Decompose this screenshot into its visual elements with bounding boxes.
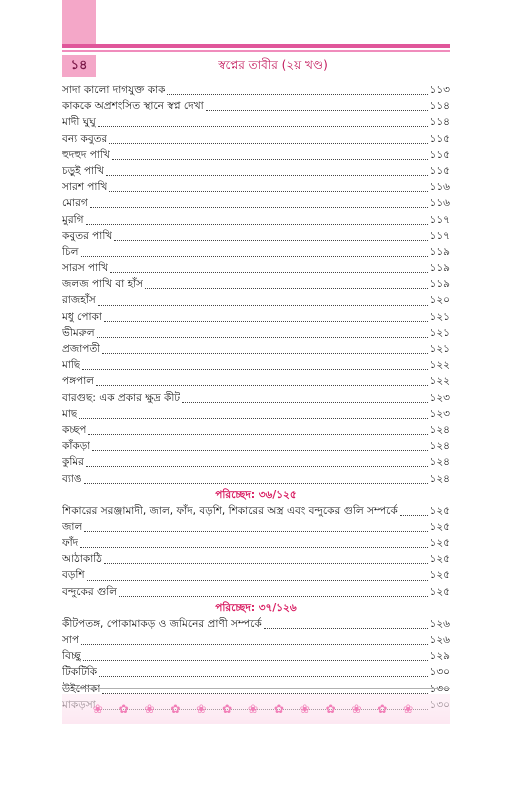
toc-entry-page: ১২১ (429, 326, 450, 339)
toc-entry-title: বন্য কবুতর (62, 132, 108, 145)
dot-leader (182, 399, 427, 403)
dot-leader (88, 431, 427, 435)
header-rule (62, 44, 450, 48)
dot-leader (96, 382, 427, 386)
toc-entry-page: ১২২ (429, 359, 450, 372)
toc-entry (62, 471, 450, 487)
toc-entry-title: শিকারের সরঞ্জামাদী, জাল, ফাঁদ, বড়শি, শিকারের অস্ত্র এবং বন্দুকের গুলি সম্পর্কে (62, 504, 398, 517)
toc-entry-title: সাদা কালো দাগযুক্ত কাক (62, 84, 166, 96)
toc-entry-page: ১২৩ (429, 407, 450, 420)
toc-entry-title: কচ্ছপ (62, 423, 87, 436)
dot-leader (110, 269, 427, 273)
toc-entry-title: মাছ (62, 407, 78, 420)
dot-leader (86, 221, 428, 225)
footer-ornament-border (62, 698, 450, 720)
dot-leader (90, 204, 428, 208)
toc-entry-title: চড়ুই পাখি (62, 164, 105, 177)
toc-entry-page: ১১৫ (429, 148, 450, 161)
toc-entry-page: ১১৯ (429, 278, 450, 291)
toc-entry-title: মধু পোকা (62, 310, 102, 323)
dot-leader (98, 302, 428, 306)
toc-entry-title: টিকটিকি (62, 666, 98, 679)
toc-entry (62, 454, 450, 470)
toc-entry (62, 212, 450, 228)
top-decorative-tab (62, 0, 96, 44)
dot-leader (114, 237, 427, 241)
toc-entry-title: জাল (62, 520, 83, 533)
toc-entry-title: ব্যাঙ (62, 472, 82, 485)
dot-leader (102, 350, 427, 354)
toc-entry-page: ১২৪ (429, 456, 450, 469)
toc-entry-title: বড়শি (62, 569, 85, 582)
toc-entry-title: কাককে অপ্রশংসিত স্থানে স্বপ্ন দেখা (62, 100, 204, 113)
toc-entry (62, 664, 450, 680)
toc-entry (62, 584, 450, 600)
toc-list-chapter-36 (62, 503, 450, 600)
toc-entry-page: ১২০ (429, 294, 450, 307)
dot-leader (145, 285, 427, 289)
dot-leader (98, 123, 428, 127)
toc-entry-title: কাঁকড়া (62, 440, 91, 453)
toc-entry-title: মোরগ (62, 197, 88, 210)
dot-leader (86, 463, 428, 467)
toc-entry-page: ১২১ (429, 343, 450, 355)
toc-entry-title: চিল (62, 245, 79, 258)
toc-entry-title: মাদী ঘুঘু (62, 116, 96, 129)
toc-entry-page: ১১৪ (429, 100, 450, 113)
toc-entry (62, 292, 450, 308)
toc-entry (62, 616, 450, 632)
toc-entry-page: ১২৪ (429, 472, 450, 485)
toc-entry (62, 422, 450, 438)
dot-leader (99, 673, 427, 677)
toc-entry-page: ১২১ (429, 310, 450, 323)
toc-entry-title: কবুতর পাখি (62, 229, 113, 242)
toc-entry (62, 373, 450, 389)
dot-leader (81, 641, 427, 645)
toc-entry-page: ১১৪ (429, 116, 450, 129)
toc-entry (62, 147, 450, 163)
dot-leader (81, 253, 428, 257)
toc-entry-page: ১১৭ (429, 229, 450, 242)
dot-leader (109, 140, 427, 144)
toc-entry-page: ১২৬ (429, 634, 450, 646)
toc-entry (62, 228, 450, 244)
dot-leader (82, 366, 427, 370)
toc-entry-title: রাজহাঁস (62, 294, 96, 307)
toc-entry-page: ১২৫ (429, 504, 450, 517)
toc-entry (62, 114, 450, 130)
toc-list-top (62, 82, 450, 487)
footer-rule (62, 688, 450, 689)
toc-entry (62, 195, 450, 211)
dot-leader (119, 593, 427, 597)
dot-leader (106, 172, 428, 176)
dot-leader (97, 334, 428, 338)
toc-entry-page: ১১৬ (429, 197, 450, 210)
toc-entry (62, 503, 450, 519)
toc-entry-page: ১২৫ (429, 553, 450, 566)
toc-entry-title: সারশ পাখি (62, 181, 108, 194)
dot-leader (112, 156, 428, 160)
toc-entry (62, 179, 450, 195)
dot-leader (83, 657, 428, 661)
toc-entry-title: মাছি (62, 359, 81, 372)
toc-entry-page: ১২৫ (429, 537, 450, 550)
toc-entry-page: ১১৬ (429, 181, 450, 194)
dot-leader (264, 625, 428, 629)
toc-entry-page: ১১৫ (429, 132, 450, 145)
toc-entry-title: প্রজাপতী (62, 343, 101, 355)
toc-entry (62, 98, 450, 114)
dot-leader (400, 512, 428, 516)
toc-entry-title: আঠাকাঠি (62, 553, 102, 566)
toc-entry-title: সারস পাখি (62, 262, 109, 275)
toc-entry-page: ১২৫ (429, 585, 450, 598)
toc-entry-title: ফাঁদ (62, 537, 79, 550)
toc-entry (62, 309, 450, 325)
dot-leader (87, 577, 428, 581)
toc-entry-title: সাপ (62, 634, 80, 646)
toc-entry (62, 163, 450, 179)
chapter-heading-37: পরিচ্ছেদ: ৩৭/১২৬ (215, 601, 297, 614)
toc-entry (62, 567, 450, 583)
toc-entry (62, 535, 450, 551)
chapter-heading-36: পরিচ্ছেদ: ৩৬/১২৫ (215, 488, 297, 501)
toc-entry (62, 260, 450, 276)
toc-entry-page: ১২৩ (429, 391, 450, 404)
toc-entry-page: ১১৯ (429, 245, 450, 258)
toc-entry-page: ১৩০ (429, 666, 450, 679)
toc-entry-title: পঙ্গপাল (62, 375, 95, 388)
toc-entry-title: বারগুছ: এক প্রকার ক্ষুদ্র কীট (62, 391, 181, 404)
dot-leader (79, 415, 427, 419)
dot-leader (104, 560, 428, 564)
dot-leader (206, 107, 428, 111)
toc-entry-page: ১২৫ (429, 520, 450, 533)
toc-entry-page: ১১৭ (429, 213, 450, 226)
toc-entry-page: ১২৪ (429, 440, 450, 453)
toc-entry-page: ১২৫ (429, 569, 450, 582)
toc-entry (62, 341, 450, 357)
toc-entry-page: ১১৯ (429, 262, 450, 275)
toc-entry-title: জলজ পাখি বা হাঁস (62, 278, 144, 291)
toc-entry (62, 244, 450, 260)
toc-entry-title: হুদহুদ পাখি (62, 148, 110, 161)
toc-entry-page: ১২৯ (429, 650, 450, 663)
toc-entry-title: বিচ্ছু (62, 650, 81, 663)
toc-entry (62, 131, 450, 147)
dot-leader (92, 447, 427, 451)
toc-entry (62, 390, 450, 406)
footer-ornament: ❀ ✿ ❀ ✿ ❀ ✿ ❀ ✿ ❀ ✿ ❀ ✿ ❀ (92, 702, 420, 716)
toc-entry (62, 276, 450, 292)
dot-leader (84, 528, 427, 532)
table-of-contents (62, 82, 450, 713)
toc-entry-page: ১১৫ (429, 164, 450, 177)
toc-entry-page: ১২৪ (429, 423, 450, 436)
toc-entry (62, 357, 450, 373)
dot-leader (104, 318, 428, 322)
toc-entry (62, 519, 450, 535)
toc-entry-title: কুমির (62, 456, 84, 469)
dot-leader (167, 91, 427, 95)
toc-entry (62, 325, 450, 341)
toc-entry (62, 438, 450, 454)
toc-entry-title: মুরগি (62, 213, 84, 226)
toc-entry-page: ১১৩ (429, 84, 450, 96)
header-rule-thin (62, 50, 450, 52)
toc-entry (62, 648, 450, 664)
page-number: ১৪ (62, 55, 96, 77)
toc-entry-page: ১২২ (429, 375, 450, 388)
dot-leader (109, 188, 427, 192)
running-head-title: স্বপ্নের তাবীর (২য় খণ্ড) (218, 58, 328, 72)
toc-entry-title: কীটপতঙ্গ, পোকামাকড় ও জমিনের প্রাণী সম্পর্কে (62, 617, 262, 630)
dot-leader (80, 544, 427, 548)
toc-entry (62, 551, 450, 567)
toc-entry (62, 82, 450, 98)
toc-entry-page: ১২৬ (429, 617, 450, 630)
toc-entry-title: ভীমরুল (62, 326, 95, 339)
toc-entry (62, 406, 450, 422)
toc-entry-title: বন্দুকের গুলি (62, 585, 118, 598)
toc-entry (62, 632, 450, 648)
dot-leader (84, 480, 428, 484)
